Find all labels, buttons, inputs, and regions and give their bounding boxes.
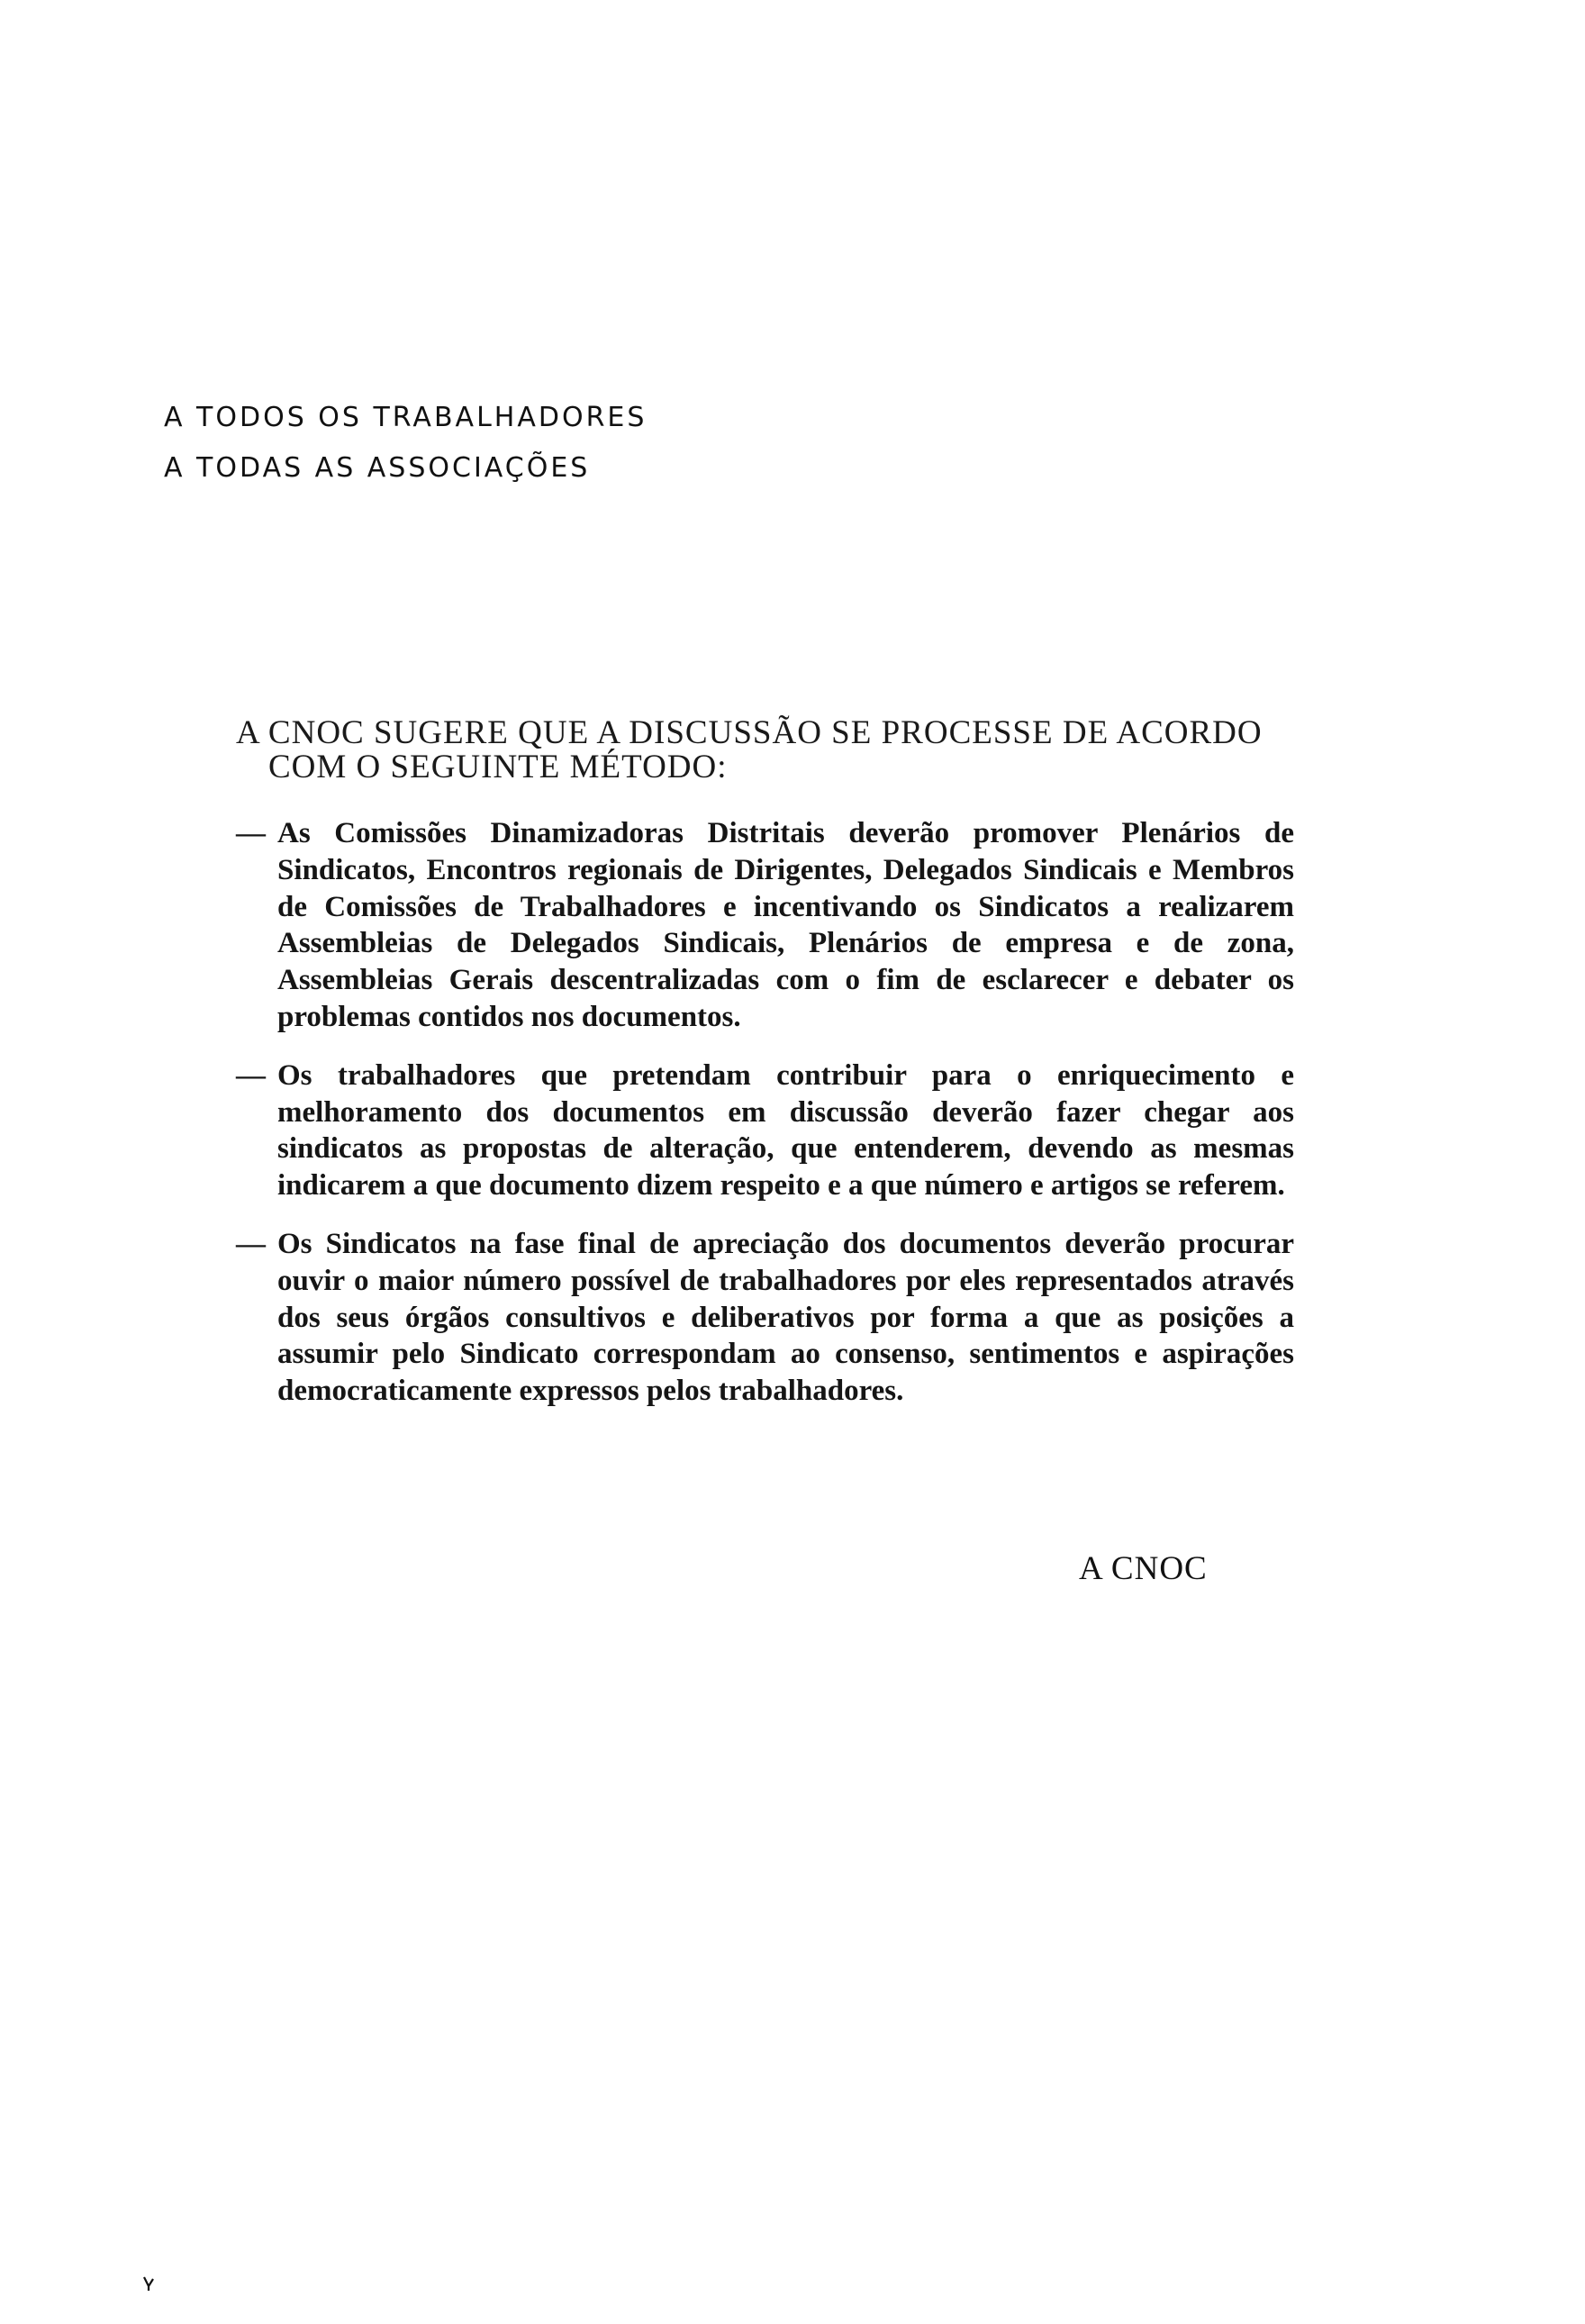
list-item [236, 815, 1294, 1036]
method-list [236, 815, 1294, 1431]
list-dash: — [236, 1227, 266, 1260]
heading-line-1: A CNOC SUGERE QUE A DISCUSSÃO SE PROCESSE DE ACORDO [236, 714, 1263, 751]
list-item [236, 1226, 1294, 1410]
list-dash: — [236, 817, 266, 849]
list-item [236, 1058, 1294, 1204]
heading-line-2: COM O SEGUINTE MÉTODO: [268, 749, 728, 785]
greeting-block [164, 393, 647, 494]
list-dash: — [236, 1058, 266, 1092]
list-item-text: As Comissões Dinamizadoras Distritais deverão promover Plenários de Sindicatos, Encontros regionais de Dirigentes, Delegados Sindicais e Membros de Comissões de Trabalhadores e incentivando os Sindicatos a realizarem Assembleias de Delegados Sindicais, Plenários de empresa e de zona, Assembleias Gerais descentralizadas com o fim de esclarecer e debater os problemas contidos nos documentos. [277, 817, 1294, 1033]
list-item-text: Os Sindicatos na fase final de apreciação dos documentos deverão procurar ouvir o maior número possível de trabalhadores por eles representados através dos seus órgãos consultivos e deliberativos por forma a que as posições a assumir pelo Sindicato correspondam ao consenso, sentimentos e aspirações democraticamente expressos pelos trabalhadores. [277, 1227, 1294, 1408]
signature: A CNOC [1079, 1550, 1208, 1587]
method-heading [236, 716, 1317, 785]
list-item-text: Os trabalhadores que pretendam contribuir para o enriquecimento e melhoramento dos documentos em discussão deverão fazer chegar aos sindicatos as propostas de alteração, que entenderem, devendo as mesmas indicarem a que documento dizem respeito e a que número e artigos se referem. [277, 1058, 1294, 1203]
greeting-line-workers: A TODOS OS TRABALHADORES [164, 402, 648, 433]
greeting-line-associations: A TODAS AS ASSOCIAÇÕES [164, 452, 591, 484]
scan-mark-icon [142, 2275, 155, 2292]
